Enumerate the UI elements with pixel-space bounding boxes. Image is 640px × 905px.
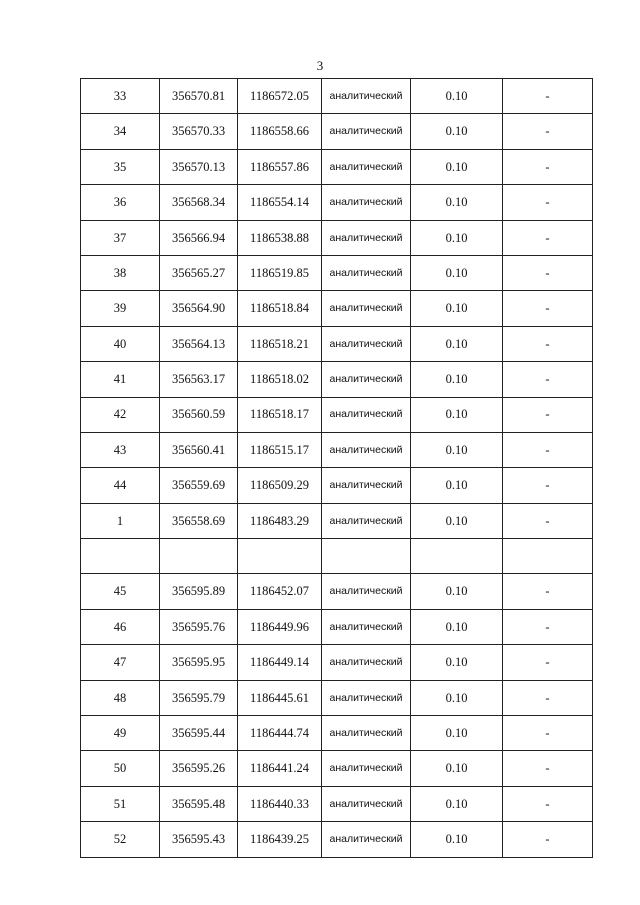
y-coordinate-cell: 1186439.25 — [238, 822, 322, 857]
method-cell: аналитический — [322, 503, 411, 538]
table-row — [81, 185, 593, 220]
note-cell: - — [503, 468, 593, 503]
note-cell: - — [503, 362, 593, 397]
y-coordinate-cell — [238, 539, 322, 574]
method-cell: аналитический — [322, 645, 411, 680]
method-cell: аналитический — [322, 220, 411, 255]
accuracy-cell: 0.10 — [411, 291, 503, 326]
method-cell: аналитический — [322, 397, 411, 432]
note-cell: - — [503, 503, 593, 538]
x-coordinate-cell: 356566.94 — [160, 220, 238, 255]
y-coordinate-cell: 1186538.88 — [238, 220, 322, 255]
x-coordinate-cell: 356595.43 — [160, 822, 238, 857]
table-row — [81, 79, 593, 114]
point-number-cell: 39 — [81, 291, 160, 326]
x-coordinate-cell: 356559.69 — [160, 468, 238, 503]
note-cell: - — [503, 397, 593, 432]
method-cell: аналитический — [322, 362, 411, 397]
table-row — [81, 751, 593, 786]
table-row — [81, 609, 593, 644]
method-cell: аналитический — [322, 185, 411, 220]
note-cell: - — [503, 255, 593, 290]
accuracy-cell: 0.10 — [411, 185, 503, 220]
accuracy-cell: 0.10 — [411, 397, 503, 432]
accuracy-cell: 0.10 — [411, 79, 503, 114]
accuracy-cell: 0.10 — [411, 786, 503, 821]
note-cell: - — [503, 220, 593, 255]
note-cell: - — [503, 609, 593, 644]
table-row — [81, 468, 593, 503]
table-row — [81, 326, 593, 361]
point-number-cell: 45 — [81, 574, 160, 609]
table-row — [81, 255, 593, 290]
note-cell: - — [503, 680, 593, 715]
y-coordinate-cell: 1186518.02 — [238, 362, 322, 397]
method-cell: аналитический — [322, 255, 411, 290]
accuracy-cell: 0.10 — [411, 503, 503, 538]
table-row — [81, 822, 593, 857]
method-cell: аналитический — [322, 114, 411, 149]
accuracy-cell: 0.10 — [411, 326, 503, 361]
point-number-cell: 44 — [81, 468, 160, 503]
x-coordinate-cell: 356570.81 — [160, 79, 238, 114]
point-number-cell: 35 — [81, 149, 160, 184]
method-cell: аналитический — [322, 609, 411, 644]
method-cell: аналитический — [322, 468, 411, 503]
accuracy-cell: 0.10 — [411, 114, 503, 149]
y-coordinate-cell: 1186557.86 — [238, 149, 322, 184]
table-row — [81, 149, 593, 184]
point-number-cell: 37 — [81, 220, 160, 255]
method-cell: аналитический — [322, 291, 411, 326]
point-number-cell: 50 — [81, 751, 160, 786]
table-row — [81, 645, 593, 680]
point-number-cell: 46 — [81, 609, 160, 644]
y-coordinate-cell: 1186449.96 — [238, 609, 322, 644]
note-cell: - — [503, 326, 593, 361]
x-coordinate-cell: 356595.95 — [160, 645, 238, 680]
table-row — [81, 539, 593, 574]
y-coordinate-cell: 1186440.33 — [238, 786, 322, 821]
note-cell: - — [503, 79, 593, 114]
point-number-cell: 49 — [81, 716, 160, 751]
coordinates-table — [80, 78, 593, 858]
accuracy-cell: 0.10 — [411, 645, 503, 680]
y-coordinate-cell: 1186518.17 — [238, 397, 322, 432]
table-row — [81, 397, 593, 432]
note-cell: - — [503, 185, 593, 220]
point-number-cell: 1 — [81, 503, 160, 538]
point-number-cell: 36 — [81, 185, 160, 220]
accuracy-cell: 0.10 — [411, 255, 503, 290]
note-cell: - — [503, 786, 593, 821]
y-coordinate-cell: 1186509.29 — [238, 468, 322, 503]
y-coordinate-cell: 1186444.74 — [238, 716, 322, 751]
accuracy-cell: 0.10 — [411, 751, 503, 786]
point-number-cell: 34 — [81, 114, 160, 149]
note-cell: - — [503, 149, 593, 184]
point-number-cell — [81, 539, 160, 574]
x-coordinate-cell: 356570.33 — [160, 114, 238, 149]
x-coordinate-cell: 356563.17 — [160, 362, 238, 397]
note-cell: - — [503, 114, 593, 149]
accuracy-cell: 0.10 — [411, 362, 503, 397]
x-coordinate-cell: 356564.90 — [160, 291, 238, 326]
accuracy-cell: 0.10 — [411, 609, 503, 644]
x-coordinate-cell: 356570.13 — [160, 149, 238, 184]
y-coordinate-cell: 1186515.17 — [238, 432, 322, 467]
method-cell: аналитический — [322, 822, 411, 857]
table-row — [81, 362, 593, 397]
x-coordinate-cell: 356595.44 — [160, 716, 238, 751]
table-row — [81, 574, 593, 609]
x-coordinate-cell: 356595.79 — [160, 680, 238, 715]
table-row — [81, 786, 593, 821]
note-cell: - — [503, 432, 593, 467]
method-cell: аналитический — [322, 149, 411, 184]
note-cell: - — [503, 574, 593, 609]
y-coordinate-cell: 1186519.85 — [238, 255, 322, 290]
table-row — [81, 716, 593, 751]
y-coordinate-cell: 1186441.24 — [238, 751, 322, 786]
table-row — [81, 291, 593, 326]
accuracy-cell: 0.10 — [411, 716, 503, 751]
accuracy-cell: 0.10 — [411, 468, 503, 503]
accuracy-cell: 0.10 — [411, 432, 503, 467]
method-cell: аналитический — [322, 716, 411, 751]
point-number-cell: 43 — [81, 432, 160, 467]
y-coordinate-cell: 1186483.29 — [238, 503, 322, 538]
note-cell: - — [503, 645, 593, 680]
accuracy-cell: 0.10 — [411, 680, 503, 715]
y-coordinate-cell: 1186449.14 — [238, 645, 322, 680]
method-cell — [322, 539, 411, 574]
accuracy-cell: 0.10 — [411, 574, 503, 609]
note-cell: - — [503, 291, 593, 326]
y-coordinate-cell: 1186518.84 — [238, 291, 322, 326]
x-coordinate-cell: 356565.27 — [160, 255, 238, 290]
table-row — [81, 114, 593, 149]
x-coordinate-cell: 356568.34 — [160, 185, 238, 220]
y-coordinate-cell: 1186558.66 — [238, 114, 322, 149]
method-cell: аналитический — [322, 326, 411, 361]
point-number-cell: 40 — [81, 326, 160, 361]
note-cell: - — [503, 751, 593, 786]
point-number-cell: 52 — [81, 822, 160, 857]
point-number-cell: 48 — [81, 680, 160, 715]
table-row — [81, 432, 593, 467]
x-coordinate-cell: 356595.76 — [160, 609, 238, 644]
x-coordinate-cell: 356564.13 — [160, 326, 238, 361]
accuracy-cell — [411, 539, 503, 574]
note-cell: - — [503, 716, 593, 751]
y-coordinate-cell: 1186518.21 — [238, 326, 322, 361]
x-coordinate-cell — [160, 539, 238, 574]
accuracy-cell: 0.10 — [411, 149, 503, 184]
note-cell: - — [503, 822, 593, 857]
x-coordinate-cell: 356595.48 — [160, 786, 238, 821]
coordinates-table-body — [81, 79, 593, 858]
method-cell: аналитический — [322, 574, 411, 609]
point-number-cell: 51 — [81, 786, 160, 821]
method-cell: аналитический — [322, 79, 411, 114]
accuracy-cell: 0.10 — [411, 822, 503, 857]
x-coordinate-cell: 356595.89 — [160, 574, 238, 609]
y-coordinate-cell: 1186445.61 — [238, 680, 322, 715]
method-cell: аналитический — [322, 680, 411, 715]
point-number-cell: 47 — [81, 645, 160, 680]
x-coordinate-cell: 356560.59 — [160, 397, 238, 432]
point-number-cell: 42 — [81, 397, 160, 432]
x-coordinate-cell: 356595.26 — [160, 751, 238, 786]
method-cell: аналитический — [322, 786, 411, 821]
method-cell: аналитический — [322, 432, 411, 467]
y-coordinate-cell: 1186554.14 — [238, 185, 322, 220]
page-number: 3 — [316, 58, 324, 73]
table-row — [81, 680, 593, 715]
note-cell — [503, 539, 593, 574]
table-row — [81, 503, 593, 538]
method-cell: аналитический — [322, 751, 411, 786]
accuracy-cell: 0.10 — [411, 220, 503, 255]
point-number-cell: 33 — [81, 79, 160, 114]
y-coordinate-cell: 1186452.07 — [238, 574, 322, 609]
point-number-cell: 41 — [81, 362, 160, 397]
table-row — [81, 220, 593, 255]
point-number-cell: 38 — [81, 255, 160, 290]
y-coordinate-cell: 1186572.05 — [238, 79, 322, 114]
x-coordinate-cell: 356558.69 — [160, 503, 238, 538]
x-coordinate-cell: 356560.41 — [160, 432, 238, 467]
